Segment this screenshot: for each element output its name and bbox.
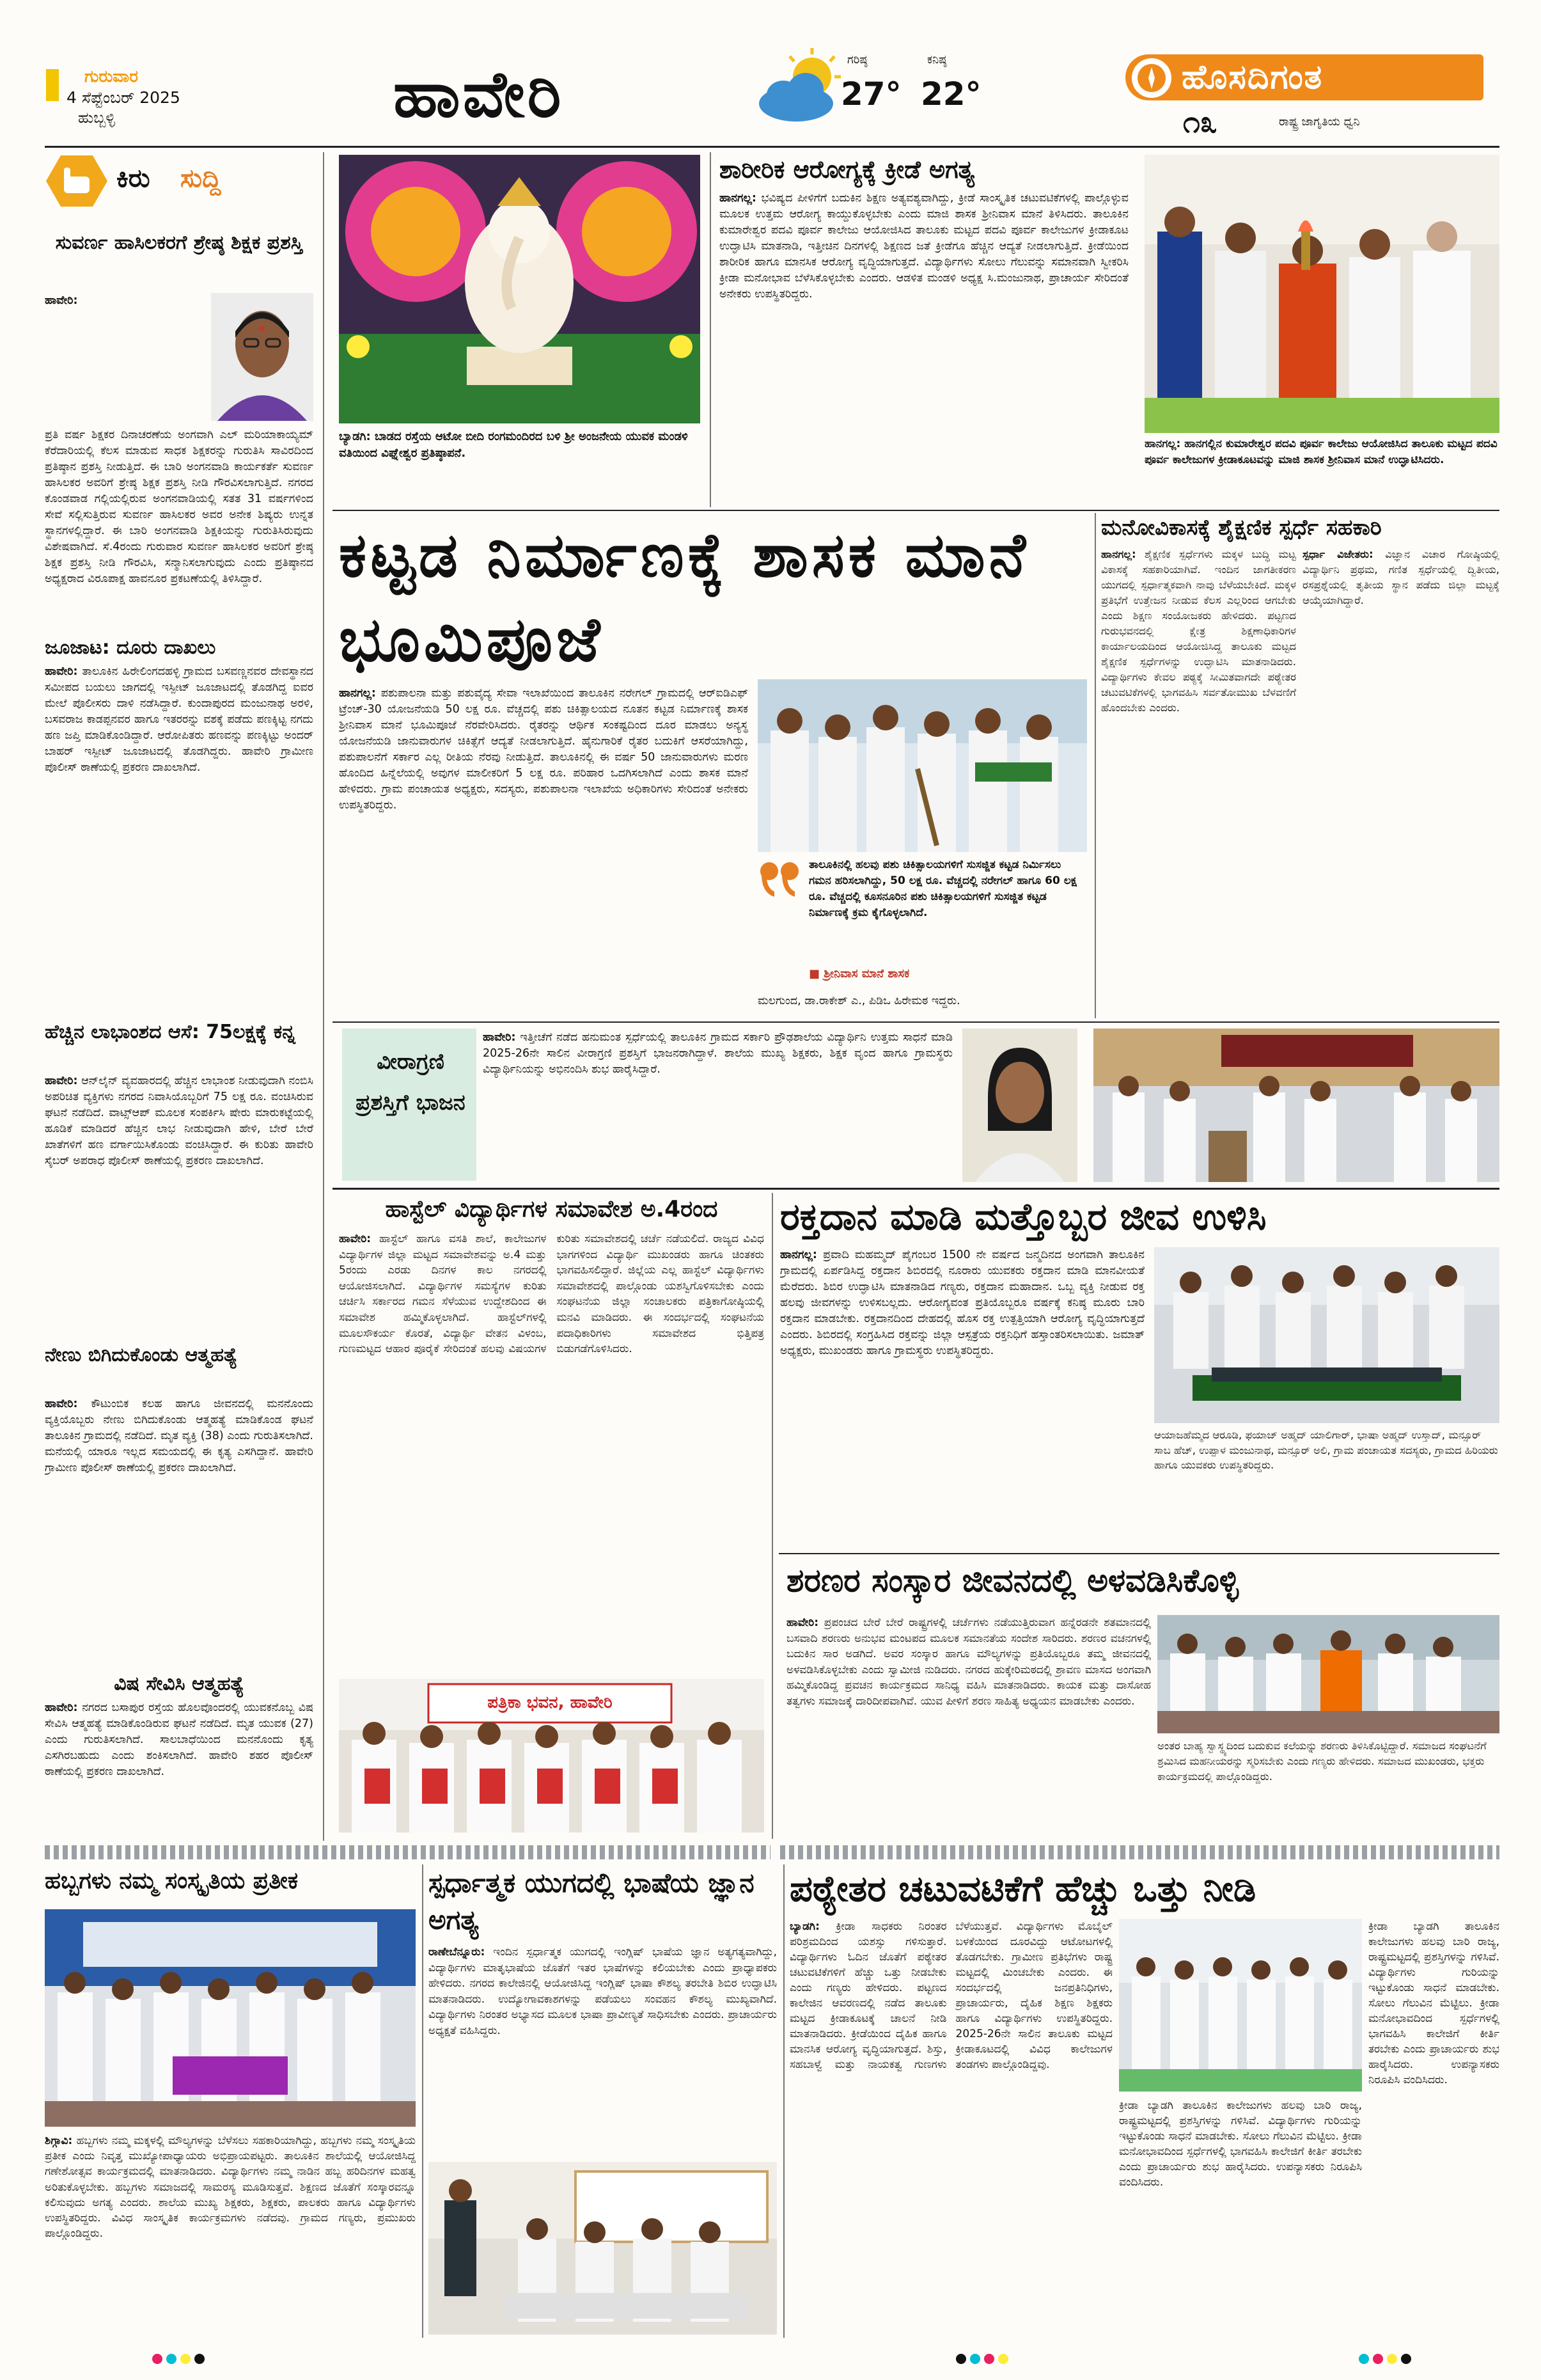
main-tail: ಮಲಗುಂದ, ಡಾ.ರಾಕೇಶ್‌ ಎ., ಪಿಡಿಒ ಹಿರೇಮಠ ಇದ್ದರು.: [758, 995, 960, 1007]
column-rule: [783, 1864, 785, 2338]
award-student-photo: [962, 1028, 1077, 1182]
main-body-left: ಹಾನಗಲ್ಲ: ಪಶುಪಾಲನಾ ಮತ್ತು ಪಶುವೈದ್ಯ ಸೇವಾ ಇಲಾಖೆಯಿಂದ ತಾಲೂಕಿನ ನರೇಗಲ್‌ ಗ್ರಾಮದಲ್ಲಿ ಆರ್‌ಐಡಿಎಫ್‌ ಟ್ರೆಂಚ್‌-30 ಯೋಜನೆಯಡಿ 50 ಲಕ್ಷ ರೂ. ವೆಚ್ಚದಲ್ಲಿ ಪಶು ಚಿಕಿತ್ಸಾಲಯದ ನೂತನ ಕಟ್ಟಡ ನಿರ್ಮಾಣಕ್ಕೆ ಶಾಸಕ ಶ್ರೀನಿವಾಸ ಮಾನೆ ಭೂಮಿಪೂಜೆ ನೆರವೇರಿಸಿದರು. ರೈತರನ್ನು ಆರ್ಥಿಕ ಸಂಕಷ್ಟದಿಂದ ದೂರ ಮಾಡಲು ಅನ್ಯಸ್ಥ ಯೋಜನೆಯಡಿ ಜಾನುವಾರುಗಳ ಚಿಕಿತ್ಸೆಗೆ ಆದ್ಯತೆ ನೀಡಲಾಗುತ್ತಿದೆ. ಹೈನುಗಾರಿಕೆ ರೈತರ ಬದುಕಿಗೆ ಆಸರೆಯಾಗಿದ್ದು, ಪಶುಪಾಲನೆಗೆ ಸರ್ಕಾರ ಎಲ್ಲ ರೀತಿಯ ನೆರವು ನೀಡುತ್ತಿದೆ. ತಾಲೂಕಿನಲ್ಲಿ ಈ ವರ್ಷ 50 ಜಾನುವಾರುಗಳು ಮರಣ ಹೊಂದಿದ ಹಿನ್ನೆಲೆಯಲ್ಲಿ ಅವುಗಳ ಮಾಲೀಕರಿಗೆ 5 ಲಕ್ಷ ರೂ. ಪರಿಹಾರ ಒದಗಿಸಲಾಗಿದೆ ಎಂದು ಶಾಸಕ ಮಾನೆ ಹೇಳಿದರು. ಗ್ರಾಮ ಪಂಚಾಯತ ಅಧ್ಯಕ್ಷರು, ಸದಸ್ಯರು, ಪಶುಪಾಲನಾ ಇಲಾಖೆಯ ಅಧಿಕಾರಿಗಳು ಸೇರಿದಂತೆ ಅನೇಕರು ಉಪಸ್ಥಿತರಿದ್ದರು.: [339, 687, 748, 812]
main-quote: ತಾಲೂಕಿನಲ್ಲಿ ಹಲವು ಪಶು ಚಿಕಿತ್ಸಾಲಯಗಳಿಗೆ ಸುಸಜ್ಜಿತ ಕಟ್ಟಡ ನಿರ್ಮಿಸಲು ಗಮನ ಹರಿಸಲಾಗಿದ್ದು, 50 ಲಕ್ಷ ರೂ. ವೆಚ್ಚದಲ್ಲಿ ನರೇಗಲ್‌ ಹಾಗೂ 60 ಲಕ್ಷ ರೂ. ವೆಚ್ಚದಲ್ಲಿ ಕೂಸನೂರಿನ ಪಶು ಚಿಕಿತ್ಸಾಲಯಗಳಿಗೆ ಸುಸಜ್ಜಿತ ಕಟ್ಟಡ ನಿರ್ಮಾಣಕ್ಕೆ ಕ್ರಮ ಕೈಗೊಳ್ಳಲಾಗಿದೆ.: [809, 858, 1077, 919]
section-rule: [779, 1553, 1499, 1554]
ganesha-photo: [339, 155, 700, 423]
page-number: ೧೩: [1183, 104, 1217, 140]
column-rule: [772, 1193, 773, 1839]
kirusuddi-label-b: ಸುದ್ದಿ: [180, 164, 221, 193]
main-headline: ಕಟ್ಟಡ ನಿರ್ಮಾಣಕ್ಕೆ ಶಾಸಕ ಮಾನೆ ಭೂಮಿಪೂಜೆ: [339, 519, 1029, 675]
story-text: ಹಾವೇರಿ: ನಗರದ ಬಸಾಪುರ ರಸ್ತೆಯ ಹೊಲವೊಂದರಲ್ಲಿ ಯುವಕನೊಬ್ಬ ವಿಷ ಸೇವಿಸಿ ಆತ್ಮಹತ್ಯೆ ಮಾಡಿಕೊಂಡಿರುವ ಘಟನೆ ನಡೆದಿದೆ. ಮೃತ ಯುವಕ (27) ಎಂದು ಗುರುತಿಸಲಾಗಿದೆ. ಸಾಲಬಾಧೆಯಿಂದ ಮನನೊಂದು ಕೃತ್ಯ ಎಸಗಿರಬಹುದು ಎಂದು ಶಂಕಿಸಲಾಗಿದೆ. ಹಾವೇರಿ ಶಹರ ಪೊಲೀಸ್‌ ಠಾಣೆಯಲ್ಲಿ ಪ್ರಕರಣ ದಾಖಲಾಗಿದೆ.: [45, 1701, 313, 1778]
masthead-city: ಹುಬ್ಬಳ್ಳಿ: [78, 109, 115, 127]
award-label-box: [342, 1028, 476, 1181]
bhoomipooja-photo: [758, 679, 1087, 852]
award-body: ಹಾವೇರಿ: ಇತ್ತೀಚೆಗೆ ನಡೆದ ಹನುಮಂತ ಸ್ಪರ್ಧೆಯಲ್ಲಿ ತಾಲೂಕಿನ ಗ್ರಾಮದ ಸರ್ಕಾರಿ ಪ್ರೌಢಶಾಲೆಯ ವಿದ್ಯಾರ್ಥಿನಿ ಉತ್ತಮ ಸಾಧನೆ ಮಾಡಿ 2025-26ನೇ ಸಾಲಿನ ವೀರಾಗ್ರಣಿ ಪ್ರಶಸ್ತಿಗೆ ಭಾಜನರಾಗಿದ್ದಾಳೆ. ಶಾಲೆಯ ಮುಖ್ಯ ಶಿಕ್ಷಕರು, ಶಿಕ್ಷಕ ವೃಂದ ಹಾಗೂ ಗ್ರಾಮಸ್ಥರು ವಿದ್ಯಾರ್ಥಿನಿಯನ್ನು ಅಭಿನಂದಿಸಿ ಶುಭ ಹಾರೈಸಿದ್ದಾರೆ.: [483, 1031, 953, 1076]
story-title: ಜೂಜಾಟ: ದೂರು ದಾಖಲು: [45, 636, 216, 659]
press-banner-text: ಪತ್ರಿಕಾ ಭವನ, ಹಾವೇರಿ: [487, 1693, 613, 1712]
brand-emblem-icon: [1130, 57, 1173, 99]
quote-box: [758, 857, 1087, 988]
award-label: ವೀರಾಗ್ರಣಿ ಪ್ರಶಸ್ತಿಗೆ ಭಾಜನ: [356, 1049, 465, 1115]
kirusuddi-badge: [45, 152, 313, 210]
quote-mark-icon: [758, 857, 802, 902]
masthead-date: 4 ಸೆಪ್ಟೆಂಬರ್ 2025: [66, 88, 180, 107]
extra-body-right: ಕ್ರೀಡಾ ಬ್ಯಾಡಗಿ ತಾಲೂಕಿನ ಕಾಲೇಜುಗಳು ಹಲವು ಬಾರಿ ರಾಜ್ಯ, ರಾಷ್ಟ್ರಮಟ್ಟದಲ್ಲಿ ಪ್ರಶಸ್ತಿಗಳನ್ನು ಗಳಿಸಿವೆ. ವಿದ್ಯಾರ್ಥಿಗಳು ಗುರಿಯನ್ನು ಇಟ್ಟುಕೊಂಡು ಸಾಧನೆ ಮಾಡಬೇಕು. ಸೋಲು ಗೆಲುವಿನ ಮೆಟ್ಟಿಲು. ಕ್ರೀಡಾ ಮನೋಭಾವದಿಂದ ಸ್ಪರ್ಧೆಗಳಲ್ಲಿ ಭಾಗವಹಿಸಿ ಕಾಲೇಜಿಗೆ ಕೀರ್ತಿ ತರಬೇಕು ಎಂದು ಪ್ರಾಚಾರ್ಯರು ಶುಭ ಹಾರೈಸಿದರು. ಉಪನ್ಯಾಸಕರು ನಿರೂಪಿಸಿ ವಂದಿಸಿದರು.: [1368, 1920, 1499, 2086]
main-quote-by: ■ ಶ್ರೀನಿವಾಸ ಮಾನೆ ಶಾಸಕ: [809, 967, 910, 981]
sharana-headline: ಶರಣರ ಸಂಸ್ಕಾರ ಜೀವನದಲ್ಲಿ ಅಳವಡಿಸಿಕೊಳ್ಳಿ: [786, 1562, 1239, 1599]
extra-body-left: ಬ್ಯಾಡಗಿ: ಕ್ರೀಡಾ ಸಾಧಕರು ನಿರಂತರ ಪರಿಶ್ರಮದಿಂದ ಯಶಸ್ಸು ಗಳಿಸುತ್ತಾರೆ. ವಿದ್ಯಾರ್ಥಿಗಳು ಓದಿನ ಜೊತೆಗೆ ಪಠ್ಯೇತರ ಚಟುವಟಿಕೆಗಳಿಗೆ ಹೆಚ್ಚು ಒತ್ತು ನೀಡಬೇಕು ಎಂದು ಗಣ್ಯರು ಹೇಳಿದರು. ಪಟ್ಟಣದ ಕಾಲೇಜಿನ ಆವರಣದಲ್ಲಿ ನಡೆದ ತಾಲೂಕು ಮಟ್ಟದ ಕ್ರೀಡಾಕೂಟಕ್ಕೆ ಚಾಲನೆ ನೀಡಿ ಮಾತನಾಡಿದರು. ಕ್ರೀಡೆಯಿಂದ ದೈಹಿಕ ಹಾಗೂ ಮಾನಸಿಕ ಆರೋಗ್ಯ ವೃದ್ಧಿಯಾಗುತ್ತದೆ. ಶಿಸ್ತು, ಸಹಬಾಳ್ವೆ ಮತ್ತು ನಾಯಕತ್ವ ಗುಣಗಳು ಬೆಳೆಯುತ್ತವೆ. ವಿದ್ಯಾರ್ಥಿಗಳು ಮೊಬೈಲ್‌ ಬಳಕೆಯಿಂದ ದೂರವಿದ್ದು ಆಟೋಟಗಳಲ್ಲಿ ತೊಡಗಬೇಕು. ಗ್ರಾಮೀಣ ಪ್ರತಿಭೆಗಳು ರಾಷ್ಟ್ರ ಮಟ್ಟದಲ್ಲಿ ಮಿಂಚಬೇಕು ಎಂದರು. ಈ ಸಂದರ್ಭದಲ್ಲಿ ಜನಪ್ರತಿನಿಧಿಗಳು, ಪ್ರಾಚಾರ್ಯರು, ದೈಹಿಕ ಶಿಕ್ಷಣ ಶಿಕ್ಷಕರು ಹಾಗೂ ವಿದ್ಯಾರ್ಥಿಗಳು ಉಪಸ್ಥಿತರಿದ್ದರು. 2025-26ನೇ ಸಾಲಿನ ತಾಲೂಕು ಮಟ್ಟದ ಕ್ರೀಡಾಕೂಟದಲ್ಲಿ ವಿವಿಧ ಕಾಲೇಜುಗಳ ತಂಡಗಳು ಪಾಲ್ಗೊಂಡಿದ್ದವು.: [790, 1920, 1113, 2071]
registration-dots-center: [956, 2354, 1008, 2364]
column-rule: [710, 152, 711, 507]
sports-caption: ಹಾನಗಲ್ಲ: ಹಾನಗಲ್ಲಿನ ಕುಮಾರೇಶ್ವರ ಪದವಿ ಪೂರ್ವ ಕಾಲೇಜು ಆಯೋಜಿಸಿದ ತಾಲೂಕು ಮಟ್ಟದ ಪದವಿ ಪೂರ್ವ ಕಾಲೇಜುಗಳ ಕ್ರೀಡಾಕೂಟವನ್ನು ಮಾಜಿ ಶಾಸಕ ಶ್ರೀನಿವಾಸ ಮಾನೆ ಉದ್ಘಾಟಿಸಿದರು.: [1145, 437, 1498, 466]
language-body: ರಾಣೇಬೆನ್ನೂರು: ಇಂದಿನ ಸ್ಪರ್ಧಾತ್ಮಕ ಯುಗದಲ್ಲಿ ಇಂಗ್ಲಿಷ್‌ ಭಾಷೆಯ ಜ್ಞಾನ ಅತ್ಯಗತ್ಯವಾಗಿದ್ದು, ವಿದ್ಯಾರ್ಥಿಗಳು ಮಾತೃಭಾಷೆಯ ಜೊತೆಗೆ ಇತರ ಭಾಷೆಗಳನ್ನು ಕಲಿಯಬೇಕು ಎಂದು ಪ್ರಾಧ್ಯಾಪಕರು ಹೇಳಿದರು. ನಗರದ ಕಾಲೇಜಿನಲ್ಲಿ ಆಯೋಜಿಸಿದ್ದ ಇಂಗ್ಲಿಷ್‌ ಭಾಷಾ ಕೌಶಲ್ಯ ತರಬೇತಿ ಶಿಬಿರ ಉದ್ಘಾಟಿಸಿ ಮಾತನಾಡಿದರು. ಉದ್ಯೋಗಾವಕಾಶಗಳನ್ನು ಪಡೆಯಲು ಸಂವಹನ ಕೌಶಲ್ಯ ಮುಖ್ಯವಾಗಿದೆ. ವಿದ್ಯಾರ್ಥಿಗಳು ನಿರಂತರ ಅಭ್ಯಾಸದ ಮೂಲಕ ಭಾಷಾ ಪ್ರಾವೀಣ್ಯತೆ ಸಾಧಿಸಬೇಕು ಎಂದರು. ಪ್ರಾಚಾರ್ಯರು ಅಧ್ಯಕ್ಷತೆ ವಹಿಸಿದ್ದರು.: [428, 1946, 777, 2037]
extra-photo: [1119, 1919, 1362, 2092]
hostel-body: ಹಾವೇರಿ: ಹಾಸ್ಟೆಲ್ ಹಾಗೂ ವಸತಿ ಶಾಲೆ, ಕಾಲೇಜುಗಳ ವಿದ್ಯಾರ್ಥಿಗಳ ಜಿಲ್ಲಾ ಮಟ್ಟದ ಸಮಾವೇಶವನ್ನು ಅ.4 ಮತ್ತು 5ರಂದು ಎರಡು ದಿನಗಳ ಕಾಲ ನಗರದಲ್ಲಿ ಆಯೋಜಿಸಲಾಗಿದೆ. ವಿದ್ಯಾರ್ಥಿಗಳ ಸಮಸ್ಯೆಗಳ ಕುರಿತು ಚರ್ಚಿಸಿ ಸರ್ಕಾರದ ಗಮನ ಸೆಳೆಯುವ ಉದ್ದೇಶದಿಂದ ಈ ಸಮಾವೇಶ ಹಮ್ಮಿಕೊಳ್ಳಲಾಗಿದೆ. ಹಾಸ್ಟೆಲ್‌ಗಳಲ್ಲಿ ಮೂಲಸೌಕರ್ಯ ಕೊರತೆ, ವಿದ್ಯಾರ್ಥಿ ವೇತನ ವಿಳಂಬ, ಗುಣಮಟ್ಟದ ಆಹಾರ ಪೂರೈಕೆ ಸೇರಿದಂತೆ ಹಲವು ವಿಷಯಗಳ ಕುರಿತು ಸಮಾವೇಶದಲ್ಲಿ ಚರ್ಚೆ ನಡೆಯಲಿದೆ. ರಾಜ್ಯದ ವಿವಿಧ ಭಾಗಗಳಿಂದ ವಿದ್ಯಾರ್ಥಿ ಮುಖಂಡರು ಹಾಗೂ ಚಿಂತಕರು ಭಾಗವಹಿಸಲಿದ್ದಾರೆ. ಜಿಲ್ಲೆಯ ಎಲ್ಲ ಹಾಸ್ಟೆಲ್ ವಿದ್ಯಾರ್ಥಿಗಳು ಸಮಾವೇಶದಲ್ಲಿ ಪಾಲ್ಗೊಂಡು ಯಶಸ್ವಿಗೊಳಿಸಬೇಕು ಎಂದು ಸಂಘಟನೆಯ ಜಿಲ್ಲಾ ಸಂಚಾಲಕರು ಪತ್ರಿಕಾಗೋಷ್ಠಿಯಲ್ಲಿ ಮನವಿ ಮಾಡಿದರು. ಈ ಸಂದರ್ಭದಲ್ಲಿ ಸಂಘಟನೆಯ ಪದಾಧಿಕಾರಿಗಳು ಸಮಾವೇಶದ ಭಿತ್ತಿಪತ್ರ ಬಿಡುಗಡೆಗೊಳಿಸಿದರು.: [339, 1233, 764, 1356]
masthead-day: ಗುರುವಾರ: [84, 67, 138, 86]
ngo-body-right: ಸ್ಪರ್ಧಾ ವಿಜೇತರು: ವಿಜ್ಞಾನ ವಿಚಾರ ಗೋಷ್ಠಿಯಲ್ಲಿ ವಿದ್ಯಾರ್ಥಿನಿ ಪ್ರಥಮ, ಗಣಿತ ಸ್ಪರ್ಧೆಯಲ್ಲಿ ದ್ವಿತೀಯ, ರಸಪ್ರಶ್ನೆಯಲ್ಲಿ ತೃತೀಯ ಸ್ಥಾನ ಪಡೆದು ಜಿಲ್ಲಾ ಮಟ್ಟಕ್ಕೆ ಆಯ್ಕೆಯಾಗಿದ್ದಾರೆ.: [1302, 548, 1499, 606]
registration-dots-left: [152, 2354, 205, 2364]
column-rule: [323, 152, 324, 1841]
max-label: ಗರಿಷ್ಠ: [847, 53, 868, 67]
section-rule: [332, 1188, 1499, 1190]
blood-caption: ಆಯಾಜಹೆಮ್ಮದ ಆರೂಡಿ, ಫಯಾಜ್‌ ಅಹ್ಮದ್‌ ಯಾಲಿಗಾರ್‌, ಭಾಷಾ ಅಹ್ಮದ್‌ ಉಸ್ತಾದ್‌, ಮನ್ಸೂರ್‌ ಸಾಬ ಹೆಚ್‌, ಉಪ್ಪಾಳ ಮಂಜುನಾಥ, ಮನ್ಸೂರ್‌ ಅಲಿ, ಗ್ರಾಮ ಪಂಚಾಯತ ಸದಸ್ಯರು, ಗ್ರಾಮದ ಹಿರಿಯರು ಹಾಗೂ ಯುವಕರು ಉಪಸ್ಥಿತರಿದ್ದರು.: [1154, 1429, 1498, 1471]
blood-headline: ರಕ್ತದಾನ ಮಾಡಿ ಮತ್ತೊಬ್ಬರ ಜೀವ ಉಳಿಸಿ: [780, 1195, 1267, 1238]
section-stripe: [780, 1845, 1499, 1859]
masthead: [0, 0, 1541, 147]
paper-name: ಹೊಸದಿಗಂತ: [1182, 58, 1324, 97]
weather-cloud-icon: [751, 45, 854, 128]
sharana-caption: ಅಂತರ ಬಾಹ್ಯ ಸ್ವಾಸ್ಥ್ಯದಿಂದ ಬದುಕುವ ಕಲೆಯನ್ನು ಶರಣರು ತಿಳಿಸಿಕೊಟ್ಟಿದ್ದಾರೆ. ಸಮಾಜದ ಸಂಘಟನೆಗೆ ಶ್ರಮಿಸಿದ ಮಹನೀಯರನ್ನು ಸ್ಮರಿಸಬೇಕು ಎಂದು ಗಣ್ಯರು ಹೇಳಿದರು. ಸಮಾಜದ ಮುಖಂಡರು, ಭಕ್ತರು ಕಾರ್ಯಕ್ರಮದಲ್ಲಿ ಪಾಲ್ಗೊಂಡಿದ್ದರು.: [1157, 1740, 1487, 1783]
section-stripe: [45, 1845, 770, 1859]
festival-body: ಶಿಗ್ಗಾವಿ: ಹಬ್ಬಗಳು ನಮ್ಮ ಮಕ್ಕಳಲ್ಲಿ ಮೌಲ್ಯಗಳನ್ನು ಬೆಳೆಸಲು ಸಹಕಾರಿಯಾಗಿದ್ದು, ಹಬ್ಬಗಳು ನಮ್ಮ ಸಂಸ್ಕೃತಿಯ ಪ್ರತೀಕ ಎಂದು ನಿವೃತ್ತ ಮುಖ್ಯೋಪಾಧ್ಯಾಯರು ಅಭಿಪ್ರಾಯಪಟ್ಟರು. ತಾಲೂಕಿನ ಶಾಲೆಯಲ್ಲಿ ಆಯೋಜಿಸಿದ್ದ ಗಣೇಶೋತ್ಸವ ಕಾರ್ಯಕ್ರಮದಲ್ಲಿ ಮಾತನಾಡಿದರು. ವಿದ್ಯಾರ್ಥಿಗಳು ನಮ್ಮ ನಾಡಿನ ಹಬ್ಬ ಹರಿದಿನಗಳ ಮಹತ್ವ ಅರಿತುಕೊಳ್ಳಬೇಕು. ಹಬ್ಬಗಳು ಸಮಾಜದಲ್ಲಿ ಸಾಮರಸ್ಯ ಮೂಡಿಸುತ್ತವೆ. ಶಿಕ್ಷಣದ ಜೊತೆಗೆ ಸಂಸ್ಕಾರವನ್ನೂ ಕಲಿಸುವುದು ಅಗತ್ಯ ಎಂದರು. ಶಾಲೆಯ ಮುಖ್ಯ ಶಿಕ್ಷಕರು, ಶಿಕ್ಷಕರು, ಪಾಲಕರು ಹಾಗೂ ವಿದ್ಯಾರ್ಥಿಗಳು ಉಪಸ್ಥಿತರಿದ್ದರು. ವಿವಿಧ ಸಾಂಸ್ಕೃತಿಕ ಕಾರ್ಯಕ್ರಮಗಳು ನಡೆದವು. ಗ್ರಾಮದ ಗಣ್ಯರು, ಪ್ರಮುಖರು ಪಾಲ್ಗೊಂಡಿದ್ದರು.: [45, 2134, 416, 2241]
section-rule: [332, 1021, 1499, 1023]
pointing-hand-icon: [45, 152, 109, 210]
section-rule: [332, 510, 1499, 511]
ngo-event-photo: [1093, 1028, 1499, 1182]
ganesha-caption: ಬ್ಯಾಡಗಿ: ಬಾಡದ ರಸ್ತೆಯ ಆಟೋ ಬೀದಿ ರಂಗಮಂದಿರದ ಬಳಿ ಶ್ರೀ ಅಂಜನೇಯ ಯುವಕ ಮಂಡಳಿ ವತಿಯಿಂದ ವಿಘ್ನೇಶ್ವರ ಪ್ರತಿಷ್ಠಾಪನೆ.: [339, 430, 688, 460]
story-title: ಹೆಚ್ಚಿನ ಲಾಭಾಂಶದ ಆಸೆ: 75ಲಕ್ಷಕ್ಕೆ ಕನ್ನ: [45, 1021, 295, 1043]
festival-photo: [45, 1909, 416, 2127]
kirusuddi-column: [45, 152, 313, 1841]
yellow-corner: [46, 69, 59, 101]
story-text: ಹಾವೇರಿ: ತಾಲೂಕಿನ ಹಿರೇಲಿಂಗದಹಳ್ಳಿ ಗ್ರಾಮದ ಬಸವಣ್ಣನವರ ದೇವಸ್ಥಾನದ ಸಮೀಪದ ಬಯಲು ಜಾಗದಲ್ಲಿ ಇಸ್ಪೀಟ್‌ ಜೂಜಾಟದಲ್ಲಿ ತೊಡಗಿದ್ದ ಐವರ ಮೇಲೆ ಪೊಲೀಸರು ದಾಳಿ ನಡೆಸಿದ್ದಾರೆ. ಕುಂದಾಪುರದ ಮಂಜುನಾಥ ಅರಳಿ, ಬಸವರಾಜ ಕಾಡಪ್ಪನವರ ಹಾಗೂ ಇತರರನ್ನು ವಶಕ್ಕೆ ಪಡೆದು ಪಣಕ್ಕಿಟ್ಟ ನಗದು ಹಣ ಜಪ್ತಿ ಮಾಡಿಕೊಂಡಿದ್ದಾರೆ. ಆರೋಪಿತರು ಹಣವನ್ನು ಪಣಕ್ಕಿಟ್ಟು ಅಂದರ್‌ ಬಾಹರ್‌ ಇಸ್ಪೀಟ್‌ ಜೂಜಾಟದಲ್ಲಿ ತೊಡಗಿದ್ದರು. ಹಾವೇರಿ ಗ್ರಾಮೀಣ ಪೊಲೀಸ್‌ ಠಾಣೆಯಲ್ಲಿ ಪ್ರಕರಣ ದಾಖಲಾಗಿದೆ.: [45, 665, 313, 774]
story-title: ಸುವರ್ಣ ಹಾಸಿಲಕರಗೆ ಶ್ರೇಷ್ಠ ಶಿಕ್ಷಕ ಪ್ರಶಸ್ತಿ: [55, 232, 303, 254]
kirusuddi-label-a: ಕಿರು: [116, 164, 150, 193]
ngo-headline: ಮನೋವಿಕಾಸಕ್ಕೆ ಶೈಕ್ಷಣಿಕ ಸ್ಪರ್ಧೆ ಸಹಕಾರಿ: [1101, 515, 1382, 540]
max-temp: 27°: [841, 75, 902, 113]
hostel-headline: ಹಾಸ್ಟೆಲ್ ವಿದ್ಯಾರ್ಥಿಗಳ ಸಮಾವೇಶ ಅ.4ರಂದ: [385, 1196, 718, 1222]
sharana-body: ಹಾವೇರಿ: ಪ್ರಪಂಚದ ಬೇರೆ ಬೇರೆ ರಾಷ್ಟ್ರಗಳಲ್ಲಿ ಚರ್ಚೆಗಳು ನಡೆಯುತ್ತಿರುವಾಗ ಹನ್ನೆರಡನೇ ಶತಮಾನದಲ್ಲಿ ಬಸವಾದಿ ಶರಣರು ಅನುಭವ ಮಂಟಪದ ಮೂಲಕ ಸಮಾನತೆಯ ಸಂದೇಶ ಸಾರಿದರು. ಶರಣರ ವಚನಗಳಲ್ಲಿ ಬದುಕಿನ ಸಾರ ಅಡಗಿದೆ. ಅವರ ಸಂಸ್ಕಾರ ಹಾಗೂ ಮೌಲ್ಯಗಳನ್ನು ಪ್ರತಿಯೊಬ್ಬರೂ ತಮ್ಮ ಜೀವನದಲ್ಲಿ ಅಳವಡಿಸಿಕೊಳ್ಳಬೇಕು ಎಂದು ಸ್ವಾಮೀಜಿ ನುಡಿದರು. ನಗರದ ಹುಕ್ಕೇರಿಮಠದಲ್ಲಿ ಶ್ರಾವಣ ಮಾಸದ ಅಂಗವಾಗಿ ಹಮ್ಮಿಕೊಂಡಿದ್ದ ಪ್ರವಚನ ಕಾರ್ಯಕ್ರಮದ ಸಾನಿಧ್ಯ ವಹಿಸಿ ಮಾತನಾಡಿದರು. ಕಾಯಕ ಮತ್ತು ದಾಸೋಹ ತತ್ವಗಳು ಸಮಾಜಕ್ಕೆ ದಾರಿದೀಪವಾಗಿವೆ. ಯುವ ಪೀಳಿಗೆ ಶರಣ ಸಾಹಿತ್ಯ ಅಧ್ಯಯನ ಮಾಡಬೇಕು ಎಂದರು.: [786, 1616, 1151, 1708]
edition-title: ಹಾವೇರಿ: [393, 57, 564, 132]
story-title: ನೇಣು ಬಿಗಿದುಕೊಂಡು ಆತ್ಮಹತ್ಯೆ: [45, 1344, 238, 1366]
story-text: ಪ್ರತಿ ವರ್ಷ ಶಿಕ್ಷಕರ ದಿನಾಚರಣೆಯ ಅಂಗವಾಗಿ ಎಲ್‌ ಮರಿಯಾಕಾಯ್ಯಮ್‌ ಕೆರೆದಾರಿಯಲ್ಲಿ ಕೆಲಸ ಮಾಡುವ ಸಾಧಕ ಶಿಕ್ಷಕರನ್ನು ಗುರುತಿಸಿ ಸಾವಿರದಿಂದ ಪ್ರತಿಷ್ಠಾನ ಪ್ರಶಸ್ತಿ ನೀಡುತ್ತಿದೆ. ಈ ಬಾರಿ ಅಂಗನವಾಡಿ ಕಾರ್ಯಕರ್ತೆ ಸುವರ್ಣ ಹಾಸಿಲಕರ ಅವರಿಗೆ ಶ್ರೇಷ್ಠ ಶಿಕ್ಷಕ ಪ್ರಶಸ್ತಿ ನೀಡಿ ಗೌರವಿಸಲಾಗುತ್ತಿದೆ. ನಗರದ ಕೊಂಡವಾಡ ಗಲ್ಲಿಯಲ್ಲಿರುವ ಅಂಗನವಾಡಿಯಲ್ಲಿ ಸತತ 31 ವರ್ಷಗಳಿಂದ ಸೇವೆ ಸಲ್ಲಿಸುತ್ತಿರುವ ಸುವರ್ಣ ಹಾಸಿಲಕರ ಅವರ ಅನೇಕ ಶಿಷ್ಯರು ಉನ್ನತ ಸ್ಥಾನಗಳಲ್ಲಿದ್ದಾರೆ. ಈ ಬಾರಿ ಅಂಗನವಾಡಿ ಶಿಕ್ಷಕಿಯನ್ನು ಗುರುತಿಸಿರುವುದು ವಿಶೇಷವಾಗಿದೆ. ಸೆ.4ರಂದು ಗುರುವಾರ ಸುವರ್ಣ ಹಾಸಿಲಕರ ಅವರಿಗೆ ಶ್ರೇಷ್ಠ ಶಿಕ್ಷಕ ಪ್ರಶಸ್ತಿ ನೀಡಿ ಗೌರವಿಸಿ, ಸನ್ಮಾನಿಸಲಾಗುವುದು ಎಂದು ಪ್ರತಿಷ್ಠಾನದ ಅಧ್ಯಕ್ಷರಾದ ವಿರೂಪಾಕ್ಷ ಹಾವನೂರ ಪ್ರಕಟಣೆಯಲ್ಲಿ ತಿಳಿಸಿದ್ದಾರೆ.: [45, 429, 313, 585]
extra-headline: ಪಠ್ಯೇತರ ಚಟುವಟಿಕೆಗೆ ಹೆಚ್ಚು ಒತ್ತು ನೀಡಿ: [790, 1868, 1256, 1910]
masthead-rule: [45, 146, 1499, 148]
language-photo: [428, 2162, 777, 2335]
column-rule: [1095, 513, 1096, 1018]
sports-headline: ಶಾರೀರಿಕ ಆರೋಗ್ಯಕ್ಕೆ ಕ್ರೀಡೆ ಅಗತ್ಯ: [719, 155, 975, 184]
extra-body-below: ಕ್ರೀಡಾ ಬ್ಯಾಡಗಿ ತಾಲೂಕಿನ ಕಾಲೇಜುಗಳು ಹಲವು ಬಾರಿ ರಾಜ್ಯ, ರಾಷ್ಟ್ರಮಟ್ಟದಲ್ಲಿ ಪ್ರಶಸ್ತಿಗಳನ್ನು ಗಳಿಸಿವೆ. ವಿದ್ಯಾರ್ಥಿಗಳು ಗುರಿಯನ್ನು ಇಟ್ಟುಕೊಂಡು ಸಾಧನೆ ಮಾಡಬೇಕು. ಸೋಲು ಗೆಲುವಿನ ಮೆಟ್ಟಿಲು. ಕ್ರೀಡಾ ಮನೋಭಾವದಿಂದ ಸ್ಪರ್ಧೆಗಳಲ್ಲಿ ಭಾಗವಹಿಸಿ ಕಾಲೇಜಿಗೆ ಕೀರ್ತಿ ತರಬೇಕು ಎಂದು ಪ್ರಾಚಾರ್ಯರು ಶುಭ ಹಾರೈಸಿದರು. ಉಪನ್ಯಾಸಕರು ನಿರೂಪಿಸಿ ವಂದಿಸಿದರು.: [1119, 2099, 1362, 2189]
brand-block: [1125, 48, 1483, 144]
ngo-body-left: ಹಾನಗಲ್ಲ: ಶೈಕ್ಷಣಿಕ ಸ್ಪರ್ಧೆಗಳು ಮಕ್ಕಳ ಬುದ್ಧಿ ಮಟ್ಟ ವಿಕಾಸಕ್ಕೆ ಸಹಕಾರಿಯಾಗಿವೆ. ಇಂದಿನ ಜಾಗತೀಕರಣ ಯುಗದಲ್ಲಿ ಸ್ಪರ್ಧಾತ್ಮಕವಾಗಿ ನಾವು ಬೆಳೆಯಬೇಕಿದೆ. ಮಕ್ಕಳ ಪ್ರತಿಭೆಗೆ ಉತ್ತೇಜನ ನೀಡುವ ಕೆಲಸ ಎಲ್ಲರಿಂದ ಆಗಬೇಕು ಎಂದು ಶಿಕ್ಷಣ ಸಂಯೋಜಕರು ಹೇಳಿದರು. ಪಟ್ಟಣದ ಗುರುಭವನದಲ್ಲಿ ಕ್ಷೇತ್ರ ಶಿಕ್ಷಣಾಧಿಕಾರಿಗಳ ಕಾರ್ಯಾಲಯದಿಂದ ಆಯೋಜಿಸಿದ್ದ ತಾಲೂಕು ಮಟ್ಟದ ಶೈಕ್ಷಣಿಕ ಸ್ಪರ್ಧೆಗಳನ್ನು ಉದ್ಘಾಟಿಸಿ ಮಾತನಾಡಿದರು. ವಿದ್ಯಾರ್ಥಿಗಳು ಕೇವಲ ಪಠ್ಯಕ್ಕೆ ಸೀಮಿತವಾಗದೇ ಪಠ್ಯೇತರ ಚಟುವಟಿಕೆಗಳಲ್ಲಿ ಭಾಗವಹಿಸಿ ಸರ್ವತೋಮುಖ ಬೆಳವಣಿಗೆ ಹೊಂದಬೇಕು ಎಂದರು.: [1101, 548, 1296, 714]
story-text: ಹಾವೇರಿ: ಆನ್‌ಲೈನ್‌ ವ್ಯವಹಾರದಲ್ಲಿ ಹೆಚ್ಚಿನ ಲಾಭಾಂಶ ನೀಡುವುದಾಗಿ ನಂಬಿಸಿ ಅಪರಿಚಿತ ವ್ಯಕ್ತಿಗಳು ನಗರದ ನಿವಾಸಿಯೊಬ್ಬರಿಗೆ 75 ಲಕ್ಷ ರೂ. ವಂಚಿಸಿರುವ ಘಟನೆ ನಡೆದಿದೆ. ವಾಟ್ಸ್‌ಆಪ್‌ ಮೂಲಕ ಸಂಪರ್ಕಿಸಿ ಷೇರು ಮಾರುಕಟ್ಟೆಯಲ್ಲಿ ಹೂಡಿಕೆ ಮಾಡಿದರೆ ಹೆಚ್ಚಿನ ಲಾಭ ನೀಡುವುದಾಗಿ ಹೇಳಿ, ಬೇರೆ ಬೇರೆ ಖಾತೆಗಳಿಗೆ ಹಣ ವರ್ಗಾಯಿಸಿಕೊಂಡು ವಂಚಿಸಿದ್ದಾರೆ. ಈ ಕುರಿತು ಹಾವೇರಿ ಸೈಬರ್‌ ಅಪರಾಧ ಪೊಲೀಸ್‌ ಠಾಣೆಯಲ್ಲಿ ಪ್ರಕರಣ ದಾಖಲಾಗಿದೆ.: [45, 1075, 313, 1167]
min-label: ಕನಿಷ್ಠ: [927, 53, 947, 67]
sharana-photo: [1157, 1615, 1499, 1733]
min-temp: 22°: [921, 75, 982, 113]
tagline: ರಾಷ್ಟ್ರ ಜಾಗೃತಿಯ ಧ್ವನಿ: [1279, 115, 1360, 129]
teacher-portrait: [211, 293, 313, 421]
story-dateline: ಹಾವೇರಿ:: [45, 294, 78, 307]
story-body: [45, 293, 205, 421]
hostel-press-photo: [339, 1679, 764, 1832]
blood-donation-photo: [1154, 1247, 1499, 1423]
registration-dots-right: [1359, 2354, 1411, 2364]
story-title: ವಿಷ ಸೇವಿಸಿ ಆತ್ಮಹತ್ಯೆ: [114, 1673, 244, 1695]
language-headline: ಸ್ಪರ್ಧಾತ್ಮಕ ಯುಗದಲ್ಲಿ ಭಾಷೆಯ ಜ್ಞಾನ ಅಗತ್ಯ: [428, 1867, 755, 1935]
sports-photo: [1145, 155, 1499, 433]
story-text: ಹಾವೇರಿ: ಕೌಟುಂಬಿಕ ಕಲಹ ಹಾಗೂ ಜೀವನದಲ್ಲಿ ಮನನೊಂದು ವ್ಯಕ್ತಿಯೊಬ್ಬರು ನೇಣು ಬಿಗಿದುಕೊಂಡು ಆತ್ಮಹತ್ಯೆ ಮಾಡಿಕೊಂಡ ಘಟನೆ ತಾಲೂಕಿನ ಗ್ರಾಮದಲ್ಲಿ ನಡೆದಿದೆ. ಮೃತ ವ್ಯಕ್ತಿ (38) ಎಂದು ಗುರುತಿಸಲಾಗಿದೆ. ಮನೆಯಲ್ಲಿ ಯಾರೂ ಇಲ್ಲದ ಸಮಯದಲ್ಲಿ ಈ ಕೃತ್ಯ ಎಸಗಿದ್ದಾನೆ. ಹಾವೇರಿ ಗ್ರಾಮೀಣ ಪೊಲೀಸ್‌ ಠಾಣೆಯಲ್ಲಿ ಪ್ರಕರಣ ದಾಖಲಾಗಿದೆ.: [45, 1398, 313, 1474]
festival-headline: ಹಬ್ಬಗಳು ನಮ್ಮ ಸಂಸ್ಕೃತಿಯ ಪ್ರತೀಕ: [45, 1868, 299, 1894]
column-rule: [422, 1864, 423, 2338]
sports-body: ಹಾನಗಲ್ಲ: ಭವಿಷ್ಯದ ಪೀಳಿಗೆಗೆ ಬದುಕಿನ ಶಿಕ್ಷಣ ಅತ್ಯವಶ್ಯವಾಗಿದ್ದು, ಕ್ರೀಡೆ ಸಾಂಸ್ಕೃತಿಕ ಚಟುವಟಿಕೆಗಳಲ್ಲಿ ಪಾಲ್ಗೊಳ್ಳುವ ಮೂಲಕ ಉತ್ತಮ ಆರೋಗ್ಯ ಕಾಯ್ದುಕೊಳ್ಳಬೇಕು ಎಂದು ಮಾಜಿ ಶಾಸಕ ಶ್ರೀನಿವಾಸ ಮಾನೆ ತಿಳಿಸಿದರು. ತಾಲೂಕಿನ ಕುಮಾರೇಶ್ವರ ಪದವಿ ಪೂರ್ವ ಕಾಲೇಜು ಆಯೋಜಿಸಿದ ತಾಲೂಕು ಮಟ್ಟದ ಪದವಿ ಪೂರ್ವ ಕಾಲೇಜುಗಳ ಕ್ರೀಡಾಕೂಟ ಉದ್ಘಾಟಿಸಿ ಮಾತನಾಡಿ, ಇತ್ತೀಚಿನ ದಿನಗಳಲ್ಲಿ ಶಿಕ್ಷಣದ ಜತೆ ಕ್ರೀಡೆಗೂ ಹೆಚ್ಚಿನ ಆದ್ಯತೆ ನೀಡಲಾಗುತ್ತಿದೆ. ಕ್ರೀಡೆಯಿಂದ ಶಾರೀರಿಕ ಹಾಗೂ ಮಾನಸಿಕ ಆರೋಗ್ಯ ವೃದ್ಧಿಯಾಗುತ್ತದೆ. ವಿದ್ಯಾರ್ಥಿಗಳು ಸೋಲು ಗೆಲುವನ್ನು ಸಮಾನವಾಗಿ ಸ್ವೀಕರಿಸಿ ಕ್ರೀಡಾ ಮನೋಭಾವ ಬೆಳೆಸಿಕೊಳ್ಳಬೇಕು ಎಂದರು. ಆಡಳಿತ ಮಂಡಳಿ ಅಧ್ಯಕ್ಷ ಸಿ.ಮಂಜುನಾಥ, ಪ್ರಾಚಾರ್ಯ ಸೇರಿದಂತೆ ಅನೇಕರು ಉಪಸ್ಥಿತರಿದ್ದರು.: [719, 192, 1129, 301]
blood-body: ಹಾನಗಲ್ಲ: ಪ್ರವಾದಿ ಮಹಮ್ಮದ್‌ ಪೈಗಂಬರ 1500 ನೇ ವರ್ಷದ ಜನ್ಮದಿನದ ಅಂಗವಾಗಿ ತಾಲೂಕಿನ ಗ್ರಾಮದಲ್ಲಿ ಏರ್ಪಡಿಸಿದ್ದ ರಕ್ತದಾನ ಶಿಬಿರದಲ್ಲಿ ನೂರಾರು ಯುವಕರು ರಕ್ತದಾನ ಮಾಡಿ ಮಾನವೀಯತೆ ಮೆರೆದರು. ಶಿಬಿರ ಉದ್ಘಾಟಿಸಿ ಮಾತನಾಡಿದ ಗಣ್ಯರು, ರಕ್ತದಾನ ಮಹಾದಾನ. ಒಬ್ಬ ವ್ಯಕ್ತಿ ನೀಡುವ ರಕ್ತ ಹಲವು ಜೀವಗಳನ್ನು ಉಳಿಸಬಲ್ಲದು. ಆರೋಗ್ಯವಂತ ಪ್ರತಿಯೊಬ್ಬರೂ ವರ್ಷಕ್ಕೆ ಕನಿಷ್ಠ ಮೂರು ಬಾರಿ ರಕ್ತದಾನ ಮಾಡಬೇಕು. ರಕ್ತದಾನದಿಂದ ದೇಹದಲ್ಲಿ ಹೊಸ ರಕ್ತ ಉತ್ಪತ್ತಿಯಾಗಿ ಆರೋಗ್ಯ ವೃದ್ಧಿಯಾಗುತ್ತದೆ ಎಂದರು. ಶಿಬಿರದಲ್ಲಿ ಸಂಗ್ರಹಿಸಿದ ರಕ್ತವನ್ನು ಜಿಲ್ಲಾ ಆಸ್ಪತ್ರೆಯ ರಕ್ತನಿಧಿಗೆ ಹಸ್ತಾಂತರಿಸಲಾಯಿತು. ಜಮಾತ್‌ ಅಧ್ಯಕ್ಷರು, ಮುಖಂಡರು ಹಾಗೂ ಗ್ರಾಮಸ್ಥರು ಉಪಸ್ಥಿತರಿದ್ದರು.: [780, 1249, 1145, 1357]
